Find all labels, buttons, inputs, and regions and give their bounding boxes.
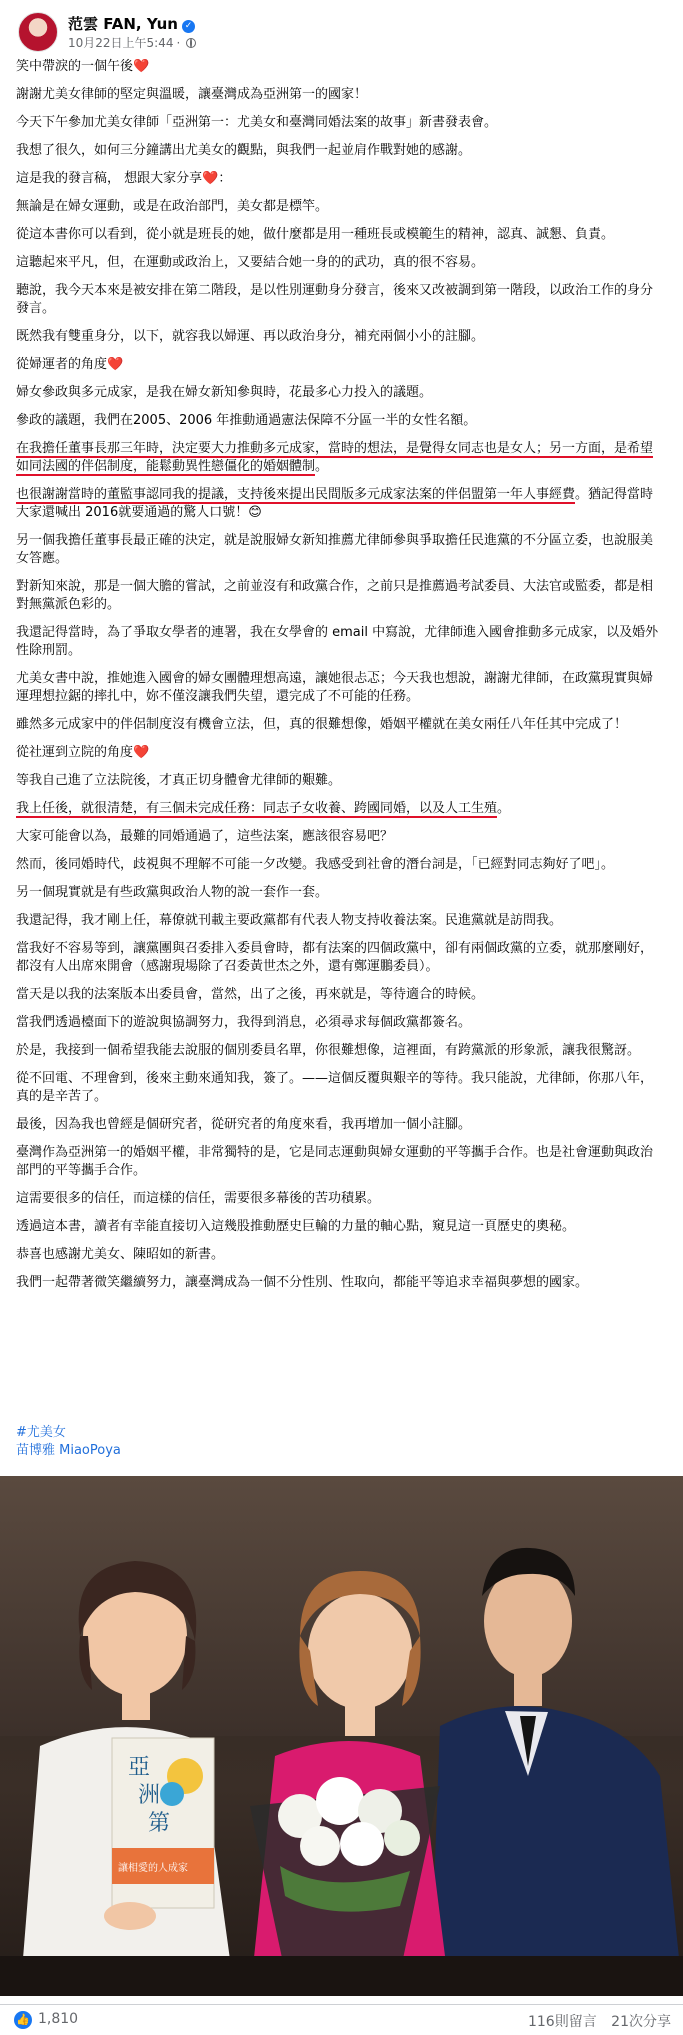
paragraph-text: 這是我的發言稿， 想跟大家分享❤️：: [16, 171, 232, 186]
book-title-char-3: 第: [148, 1811, 171, 1836]
paragraph-text: 尤美女書中說，推她進入國會的婦女團體理想高遠，讓她很忐忑；今天我也想說，謝謝尤律師，在政黨現實與婦運理想拉鋸的摔扎中，妳不僅沒讓我們失望，還完成了不可能的任務。: [16, 671, 654, 704]
post-paragraph: [16, 716, 664, 734]
post-photo[interactable]: [0, 1476, 683, 1996]
post-paragraph: [16, 58, 664, 76]
post-paragraph: [16, 412, 664, 430]
mention-link[interactable]: 苗博雅 MiaoPoya: [16, 1443, 121, 1458]
post-paragraph: [16, 912, 664, 930]
comment-count[interactable]: 116則留言: [527, 2014, 597, 2030]
post-paragraph: [16, 170, 664, 188]
book-subtitle: 讓相愛的人成家: [118, 1863, 188, 1874]
share-count[interactable]: 21次分享: [611, 2014, 671, 2030]
paragraph-text: 當我好不容易等到，讓黨團與召委排入委員會時，都有法案的四個政黨中，卻有兩個政黨的立委，就那麼剛好，都沒有人出席來開會（感謝現場除了召委黃世杰之外，還有鄭運鵬委員）。: [16, 941, 654, 974]
author-name[interactable]: 范雲 FAN, Yun: [68, 15, 178, 33]
underlined-text: 在我擔任董事長那三年時，決定要大力推動多元成家，當時的想法，是覺得女同志也是女人；另一方面，: [16, 441, 615, 456]
photo-scene: [0, 1476, 683, 1996]
paragraph-text: 。: [315, 459, 329, 474]
paragraph-text: 從不回電、不理會到，後來主動來通知我，簽了。——這個反覆與艱辛的等待。我只能說，尤律師，你那八年，真的是辛苦了。: [16, 1071, 654, 1104]
paragraph-text: 當我們透過檯面下的遊說與協調努力，我得到消息，必須尋求每個政黨都簽名。: [16, 1015, 472, 1030]
paragraph-text: 我還記得，我才剛上任，幕僚就刊載主要政黨都有代表人物支持收養法案。民進黨就是訪問我。: [16, 913, 563, 928]
post-paragraph: [16, 1070, 664, 1106]
paragraph-text: 於是，我接到一個希望我能去說服的個別委員名單，你很難想像，這裡面，有跨黨派的形象派，讓我很驚訝。: [16, 1043, 641, 1058]
post-paragraph: [16, 384, 664, 402]
post-tags: [16, 1424, 121, 1460]
post-paragraph: [16, 578, 664, 614]
post-paragraph: [16, 940, 664, 976]
post-paragraph: [16, 328, 664, 346]
paragraph-text: 大家可能會以為，最難的同婚通過了，這些法案，應該很容易吧？: [16, 829, 394, 844]
post-paragraph: [16, 884, 664, 902]
post-paragraph: [16, 254, 664, 272]
author-avatar[interactable]: [18, 12, 58, 52]
post-paragraph: [16, 1218, 664, 1236]
paragraph-text: 。: [497, 801, 511, 816]
post-timestamp[interactable]: 10月22日上午5:44: [68, 36, 174, 50]
post-paragraph: [16, 1246, 664, 1264]
post-paragraph: [16, 86, 664, 104]
paragraph-text: 我還記得當時，為了爭取女學者的連署，我在女學會的 email 中寫說，尤律師進入國會推動多元成家，以及婚外性除刑罰。: [16, 625, 659, 658]
post-paragraph: [16, 532, 664, 568]
post-paragraph: [16, 856, 664, 874]
paragraph-text: 從婦運者的角度❤️: [16, 357, 124, 372]
underlined-text: 也很謝謝當時的董監事認同我的提議，支持後來提出民間版多元成家法案的伴侶盟第一年人事經費: [16, 487, 576, 502]
post-paragraph: [16, 282, 664, 318]
paragraph-text: 這聽起來平凡，但，在運動或政治上，又要結合她一身的的武功，真的很不容易。: [16, 255, 485, 270]
underlined-text: 我上任後，就很清楚，有三個未完成任務：同志子女收養、跨國同婚，以及人工生殖: [16, 801, 498, 816]
post-paragraph: [16, 986, 664, 1004]
paragraph-text: 無論是在婦女運動，或是在政治部門，美女都是標竿。: [16, 199, 329, 214]
paragraph-text: 另一個現實就是有些政黨與政治人物的說一套作一套。: [16, 885, 329, 900]
paragraph-text: 對新知來說，那是一個大膽的嘗試，之前並沒有和政黨合作，之前只是推薦過考試委員、大法官或監委，都是相對無黨派色彩的。: [16, 579, 654, 612]
paragraph-text: 從這本書你可以看到，從小就是班長的她，做什麼都是用一種班長或模範生的精神，認真、誠懇、負責。: [16, 227, 615, 242]
paragraph-text: 另一個我擔任董事長最正確的決定，就是說服婦女新知推薦尤律師參與爭取擔任民進黨的不分區立委，也說服美女答應。: [16, 533, 654, 566]
like-count[interactable]: 1,810: [38, 2011, 79, 2027]
post-paragraph: [16, 670, 664, 706]
paragraph-text: 我們一起帶著微笑繼續努力，讓臺灣成為一個不分性別、性取向，都能平等追求幸福與夢想的國家。: [16, 1275, 589, 1290]
paragraph-text: 雖然多元成家中的伴侶制度沒有機會立法，但，真的很難想像，婚姻平權就在美女兩任八年任其中完成了！: [16, 717, 628, 732]
post-paragraph: [16, 142, 664, 160]
post-paragraph: [16, 486, 664, 522]
post-paragraph: [16, 1116, 664, 1134]
paragraph-text: 聽說，我今天本來是被安排在第二階段，是以性別運動身分發言，後來又改被調到第一階段，以政治工作的身分發言。: [16, 283, 654, 316]
paragraph-text: 然而，後同婚時代，歧視與不理解不可能一夕改變。我感受到社會的潛台詞是，「已經對同志夠好了吧」。: [16, 857, 615, 872]
paragraph-text: 參政的議題，我們在2005、2006 年推動通過憲法保障不分區一半的女性名額。: [16, 413, 477, 428]
post-paragraph: [16, 1014, 664, 1032]
verified-badge-icon: ✓: [182, 20, 195, 33]
post-paragraph: [16, 1274, 664, 1292]
person-right: [430, 1548, 683, 1996]
book-cover: [104, 1738, 214, 1930]
meta-separator: ·: [176, 36, 181, 50]
paragraph-text: 從社運到立院的角度❤️: [16, 745, 150, 760]
post-paragraph: [16, 226, 664, 244]
post-paragraph: [16, 800, 664, 818]
photo-floor: [0, 1956, 683, 1996]
paragraph-text: 恭喜也感謝尤美女、陳昭如的新書。: [16, 1247, 225, 1262]
post-paragraph: [16, 828, 664, 846]
paragraph-text: 等我自己進了立法院後，才真正切身體會尤律師的艱難。: [16, 773, 342, 788]
reactions-bar: [0, 2004, 683, 2035]
public-globe-icon: [186, 38, 196, 48]
post-meta: [68, 34, 196, 51]
paragraph-text: 最後，因為我也曾經是個研究者，從研究者的角度來看，我再增加一個小註腳。: [16, 1117, 472, 1132]
paragraph-text: 臺灣作為亞洲第一的婚姻平權，非常獨特的是，它是同志運動與婦女運動的平等攜手合作。也是社會運動與政治部門的平等攜手合作。: [16, 1145, 654, 1178]
paragraph-text: 婦女參政與多元成家，是我在婦女新知參與時，花最多心力投入的議題。: [16, 385, 433, 400]
post-body: [16, 58, 664, 1302]
paragraph-text: 這需要很多的信任，而這樣的信任，需要很多幕後的苦功積累。: [16, 1191, 381, 1206]
paragraph-text: 既然我有雙重身分，以下，就容我以婦運、再以政治身分，補充兩個小小的註腳。: [16, 329, 485, 344]
post-paragraph: [16, 1190, 664, 1208]
post-header: [18, 12, 658, 52]
post-paragraph: [16, 1042, 664, 1060]
paragraph-text: 謝謝尤美女律師的堅定與溫暖，讓臺灣成為亞洲第一的國家！: [16, 87, 368, 102]
post-paragraph: [16, 114, 664, 132]
paragraph-text: 今天下午參加尤美女律師「亞洲第一：尤美女和臺灣同婚法案的故事」新書發表會。: [16, 115, 498, 130]
book-title-char-1: 亞: [128, 1755, 151, 1780]
post-paragraph: [16, 440, 664, 476]
post-paragraph: [16, 356, 664, 374]
author-name-row: [68, 13, 195, 34]
engagement-counts: [518, 2011, 671, 2031]
paragraph-text: 透過這本書，讀者有幸能直接切入這幾股推動歷史巨輪的力量的軸心點，窺見這一頁歷史的奧秘。: [16, 1219, 576, 1234]
post-paragraph: [16, 772, 664, 790]
hashtag-link[interactable]: #尤美女: [16, 1425, 66, 1440]
post-paragraph: [16, 624, 664, 660]
post-paragraph: [16, 198, 664, 216]
like-thumb-icon[interactable]: 👍: [14, 2011, 32, 2029]
post-paragraph: [16, 744, 664, 762]
post-paragraph: [16, 1144, 664, 1180]
paragraph-text: 笑中帶淚的一個午後❤️: [16, 59, 150, 74]
paragraph-text: 當天是以我的法案版本出委員會，當然，出了之後，再來就是，等待適合的時候。: [16, 987, 485, 1002]
paragraph-text: 。猶記得當時大家還喊出 2016就要通過的驚人口號！😊: [16, 487, 654, 520]
book-title-char-2: 洲: [138, 1783, 161, 1808]
paragraph-text: 我想了很久，如何三分鐘講出尤美女的觀點，與我們一起並肩作戰對她的感謝。: [16, 143, 472, 158]
underlined-text: 是希望如同法國的伴侶制度，能鬆動異性戀僵化的婚姻體制: [16, 441, 654, 474]
